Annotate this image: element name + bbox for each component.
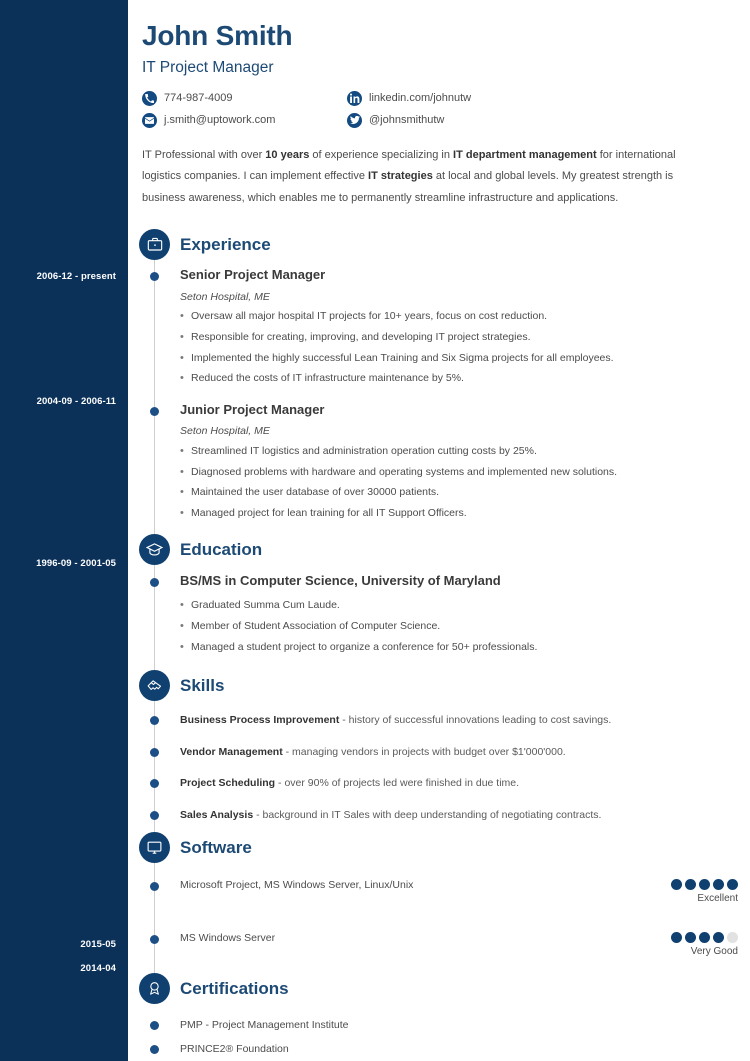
list-item: • Responsible for creating, improving, and developing IT project strategies. — [180, 331, 738, 345]
rating-dot — [685, 879, 696, 890]
skill-item-3 — [128, 809, 750, 823]
list-item: • Managed a student project to organize a conference for 50+ professionals. — [180, 641, 738, 655]
sidebar-date-exp-1: 2004-09 - 2006-11 — [36, 396, 116, 407]
rating-dot — [671, 932, 682, 943]
timeline-dot — [150, 272, 159, 281]
certification-item-1 — [128, 1043, 750, 1057]
experience-entry-0 — [128, 267, 750, 386]
section-header-skills — [128, 668, 750, 702]
summary-bold-3: IT strategies — [368, 170, 433, 183]
rating-dot — [727, 932, 738, 943]
rating-dot — [699, 879, 710, 890]
resume-content — [128, 0, 750, 1061]
section-title-certifications: Certifications — [180, 979, 289, 999]
certification-text-0: PMP - Project Management Institute — [180, 1018, 349, 1031]
rating-dot — [713, 879, 724, 890]
list-item: • Oversaw all major hospital IT projects for 10+ years, focus on cost reduction. — [180, 310, 738, 324]
contact-email-text: j.smith@uptowork.com — [164, 114, 276, 127]
contact-linkedin-text: linkedin.com/johnutw — [369, 92, 472, 105]
timeline-dot — [150, 1045, 159, 1054]
summary-bold-1: 10 years — [265, 148, 310, 161]
section-header-experience — [128, 227, 750, 261]
rating-dot — [671, 879, 682, 890]
handshake-icon — [139, 670, 170, 701]
timeline-dot — [150, 779, 159, 788]
timeline-dot — [150, 935, 159, 944]
timeline-dot — [150, 1021, 159, 1030]
experience-bullets-1 — [180, 445, 738, 521]
skill-name-1: Vendor Management — [180, 745, 283, 758]
software-item-1 — [128, 932, 750, 958]
contact-phone-text: 774-987-4009 — [164, 92, 233, 105]
timeline-dot — [150, 578, 159, 587]
rating-dots — [646, 879, 738, 890]
list-item: • Reduced the costs of IT infrastructure maintenance by 5%. — [180, 372, 738, 386]
summary-part-3: for international logistics companies. I can implement effective — [142, 148, 676, 183]
award-ribbon-icon — [139, 973, 170, 1004]
section-header-software — [128, 831, 750, 865]
phone-icon — [142, 91, 157, 106]
resume-header — [128, 0, 750, 209]
contact-twitter[interactable] — [347, 113, 692, 128]
skill-item-0 — [128, 714, 750, 728]
contact-linkedin[interactable] — [347, 91, 692, 106]
twitter-icon — [347, 113, 362, 128]
experience-entry-1 — [128, 402, 750, 521]
page-title: John Smith — [142, 20, 293, 51]
software-name-1: MS Windows Server — [180, 931, 276, 944]
rating-label-1: Very Good — [690, 945, 738, 957]
timeline-dot — [150, 748, 159, 757]
skill-name-2: Project Scheduling — [180, 777, 276, 790]
job-title: IT Project Manager — [142, 59, 274, 77]
experience-job-title-0: Senior Project Manager — [180, 267, 326, 283]
skill-name-0: Business Process Improvement — [180, 714, 340, 727]
certification-text-1: PRINCE2® Foundation — [180, 1043, 289, 1056]
software-name-0: Microsoft Project, MS Windows Server, Linux/Unix — [180, 878, 414, 891]
rating-dot — [699, 932, 710, 943]
linkedin-icon — [347, 91, 362, 106]
list-item: • Member of Student Association of Computer Science. — [180, 620, 738, 634]
contact-twitter-text: @johnsmithutw — [369, 114, 445, 127]
timeline-dot — [150, 882, 159, 891]
section-title-experience: Experience — [180, 234, 271, 254]
summary-bold-2: IT department management — [453, 148, 597, 161]
sidebar-date-edu-0: 1996-09 - 2001-05 — [36, 558, 116, 569]
list-item: • Maintained the user database of over 30000 patients. — [180, 486, 738, 500]
experience-company-1: Seton Hospital, ME — [180, 425, 270, 438]
summary-part-4: at local and global levels. My greatest strength is business awareness, which enables me to permanently streamline infrastructure and applications. — [142, 170, 674, 204]
sidebar — [0, 0, 128, 1061]
skill-desc-1: - managing vendors in projects with budget over $1'000'000. — [282, 745, 566, 758]
resume-timeline — [128, 227, 750, 1057]
section-header-certifications — [128, 972, 750, 1006]
rating-dots — [646, 932, 738, 943]
sidebar-date-cert-1: 2014-04 — [80, 963, 116, 974]
list-item: • Graduated Summa Cum Laude. — [180, 599, 738, 613]
list-item: • Diagnosed problems with hardware and operating systems and implemented new solutions. — [180, 466, 738, 480]
summary-part-1: IT Professional with over — [142, 148, 266, 161]
certification-item-0 — [128, 1019, 750, 1033]
timeline-dot — [150, 811, 159, 820]
skill-name-3: Sales Analysis — [180, 809, 254, 822]
software-rating-0 — [646, 879, 738, 905]
list-item: • Implemented the highly successful Lean Training and Six Sigma projects for all employees. — [180, 352, 738, 366]
section-title-skills: Skills — [180, 675, 225, 695]
skill-item-1 — [128, 746, 750, 760]
section-title-software: Software — [180, 838, 252, 858]
software-item-0 — [128, 879, 750, 905]
section-header-education — [128, 533, 750, 567]
education-bullets-0 — [180, 599, 738, 654]
sidebar-date-cert-0: 2015-05 — [80, 939, 116, 950]
list-item: • Managed project for lean training for all IT Support Officers. — [180, 507, 738, 521]
section-title-education: Education — [180, 540, 263, 560]
skill-desc-0: - history of successful innovations leading to cost savings. — [339, 714, 612, 727]
education-degree-0: BS/MS in Computer Science, University of Maryland — [180, 572, 501, 588]
email-icon — [142, 113, 157, 128]
timeline-dot — [150, 407, 159, 416]
skill-desc-2: - over 90% of projects led were finished in due time. — [275, 777, 520, 790]
sidebar-date-exp-0: 2006-12 - present — [36, 271, 116, 282]
rating-dot — [685, 932, 696, 943]
professional-summary — [142, 145, 692, 209]
software-rating-1 — [646, 932, 738, 958]
summary-part-2: of experience specializing in — [309, 148, 454, 161]
rating-dot — [713, 932, 724, 943]
experience-job-title-1: Junior Project Manager — [180, 401, 325, 417]
timeline-dot — [150, 716, 159, 725]
experience-company-0: Seton Hospital, ME — [180, 290, 270, 303]
education-entry-0 — [128, 573, 750, 655]
list-item: • Streamlined IT logistics and administration operation cutting costs by 25%. — [180, 445, 738, 459]
rating-dot — [727, 879, 738, 890]
monitor-icon — [139, 832, 170, 863]
skill-desc-3: - background in IT Sales with deep understanding of negotiating contracts. — [253, 809, 602, 822]
contact-email[interactable] — [142, 113, 347, 128]
skill-item-2 — [128, 777, 750, 791]
briefcase-icon — [139, 229, 170, 260]
contact-grid — [142, 91, 692, 128]
experience-bullets-0 — [180, 310, 738, 386]
rating-label-0: Excellent — [697, 892, 738, 904]
graduation-cap-icon — [139, 534, 170, 565]
contact-phone[interactable] — [142, 91, 347, 106]
